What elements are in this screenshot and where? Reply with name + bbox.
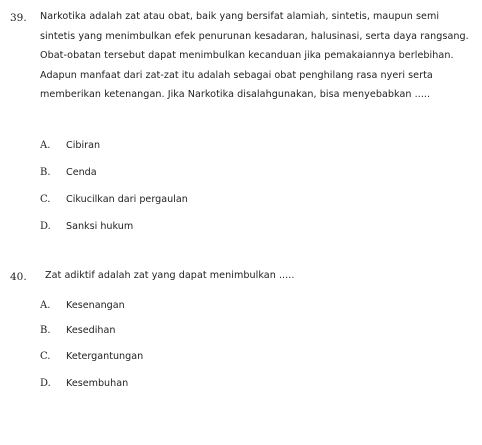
option-letter: B.	[40, 325, 51, 336]
option-a[interactable]	[0, 300, 482, 314]
option-letter: D.	[40, 378, 51, 389]
question-number: 40.	[10, 271, 27, 283]
option-letter: A.	[40, 300, 51, 311]
option-c[interactable]	[0, 351, 482, 365]
option-letter: B.	[40, 167, 51, 178]
option-c[interactable]	[0, 194, 482, 208]
option-letter: D.	[40, 221, 51, 232]
option-text: Cikucilkan dari pergaulan	[66, 194, 188, 205]
option-d[interactable]	[0, 378, 482, 392]
option-text: Kesenangan	[66, 300, 125, 311]
option-text: Ketergantungan	[66, 351, 144, 362]
question-text: Narkotika adalah zat atau obat, baik yang bersifat alamiah, sintetis, maupun semi sintetis yang menimbulkan efek penurunan kesadaran, halusinasi, serta daya rangsang. Obat-obatan tersebut dapat menimbulkan kecanduan jika pemakaiannya berlebihan. Adapun manfaat dari zat-zat itu adalah sebagai obat penghilang rasa nyeri serta memberikan ketenangan. Jika Narkotika disalahgunakan, bisa menyebabkan .....	[40, 11, 469, 100]
option-b[interactable]	[0, 325, 482, 339]
option-d[interactable]	[0, 221, 482, 235]
question-number: 39.	[10, 12, 27, 24]
option-letter: C.	[40, 351, 51, 362]
option-a[interactable]	[0, 140, 482, 154]
option-text: Sanksi hukum	[66, 221, 134, 232]
option-text: Cenda	[66, 167, 97, 178]
option-text: Kesedihan	[66, 325, 116, 336]
option-letter: C.	[40, 194, 51, 205]
option-text: Kesembuhan	[66, 378, 129, 389]
option-b[interactable]	[0, 167, 482, 181]
question-text: Zat adiktif adalah zat yang dapat menimbulkan .....	[45, 270, 295, 281]
option-letter: A.	[40, 140, 51, 151]
option-text: Cibiran	[66, 140, 101, 151]
